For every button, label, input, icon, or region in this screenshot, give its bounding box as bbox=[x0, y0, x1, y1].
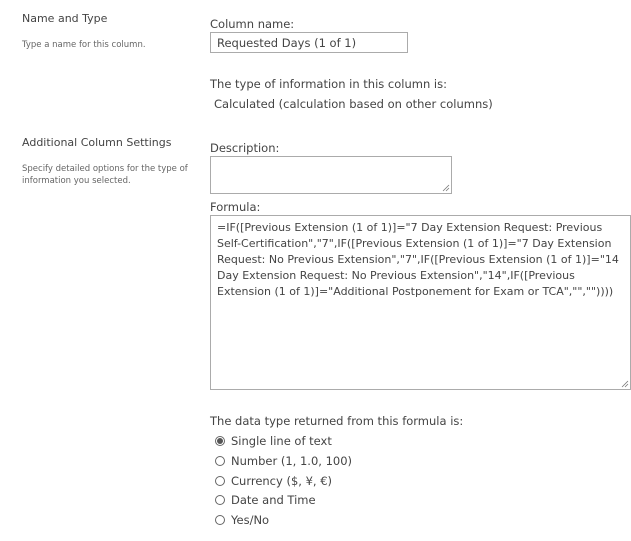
formula-textarea[interactable] bbox=[210, 215, 631, 390]
radio-label: Number (1, 1.0, 100) bbox=[231, 454, 353, 468]
column-name-label: Column name: bbox=[210, 17, 295, 31]
formula-label: Formula: bbox=[210, 200, 261, 214]
radio-yes-no[interactable] bbox=[215, 512, 269, 528]
info-type-label: The type of information in this column is: bbox=[210, 77, 447, 91]
name-type-heading: Name and Type bbox=[22, 12, 108, 25]
radio-currency[interactable] bbox=[215, 473, 332, 489]
info-type-value: Calculated (calculation based on other columns) bbox=[214, 97, 493, 111]
radio-unselected-icon[interactable] bbox=[215, 456, 225, 466]
radio-label: Date and Time bbox=[231, 493, 316, 507]
return-type-label: The data type returned from this formula is: bbox=[210, 414, 464, 428]
radio-unselected-icon[interactable] bbox=[215, 476, 225, 486]
radio-label: Yes/No bbox=[231, 513, 270, 527]
resize-grip-icon[interactable] bbox=[442, 184, 450, 192]
additional-settings-heading: Additional Column Settings bbox=[22, 136, 172, 149]
radio-label: Currency ($, ¥, €) bbox=[231, 474, 333, 488]
description-label: Description: bbox=[210, 141, 280, 155]
radio-label: Single line of text bbox=[231, 434, 332, 448]
radio-single-line-text[interactable] bbox=[215, 433, 332, 449]
radio-unselected-icon[interactable] bbox=[215, 495, 225, 505]
radio-selected-icon[interactable] bbox=[215, 436, 225, 446]
name-type-description: Type a name for this column. bbox=[22, 40, 146, 50]
radio-unselected-icon[interactable] bbox=[215, 515, 225, 525]
radio-date-time[interactable] bbox=[215, 492, 316, 508]
column-name-input[interactable] bbox=[210, 32, 408, 53]
additional-settings-description: Specify detailed options for the type of information you selected. bbox=[22, 164, 188, 186]
resize-grip-icon[interactable] bbox=[621, 380, 629, 388]
description-textarea[interactable] bbox=[210, 156, 452, 194]
radio-number[interactable] bbox=[215, 453, 352, 469]
